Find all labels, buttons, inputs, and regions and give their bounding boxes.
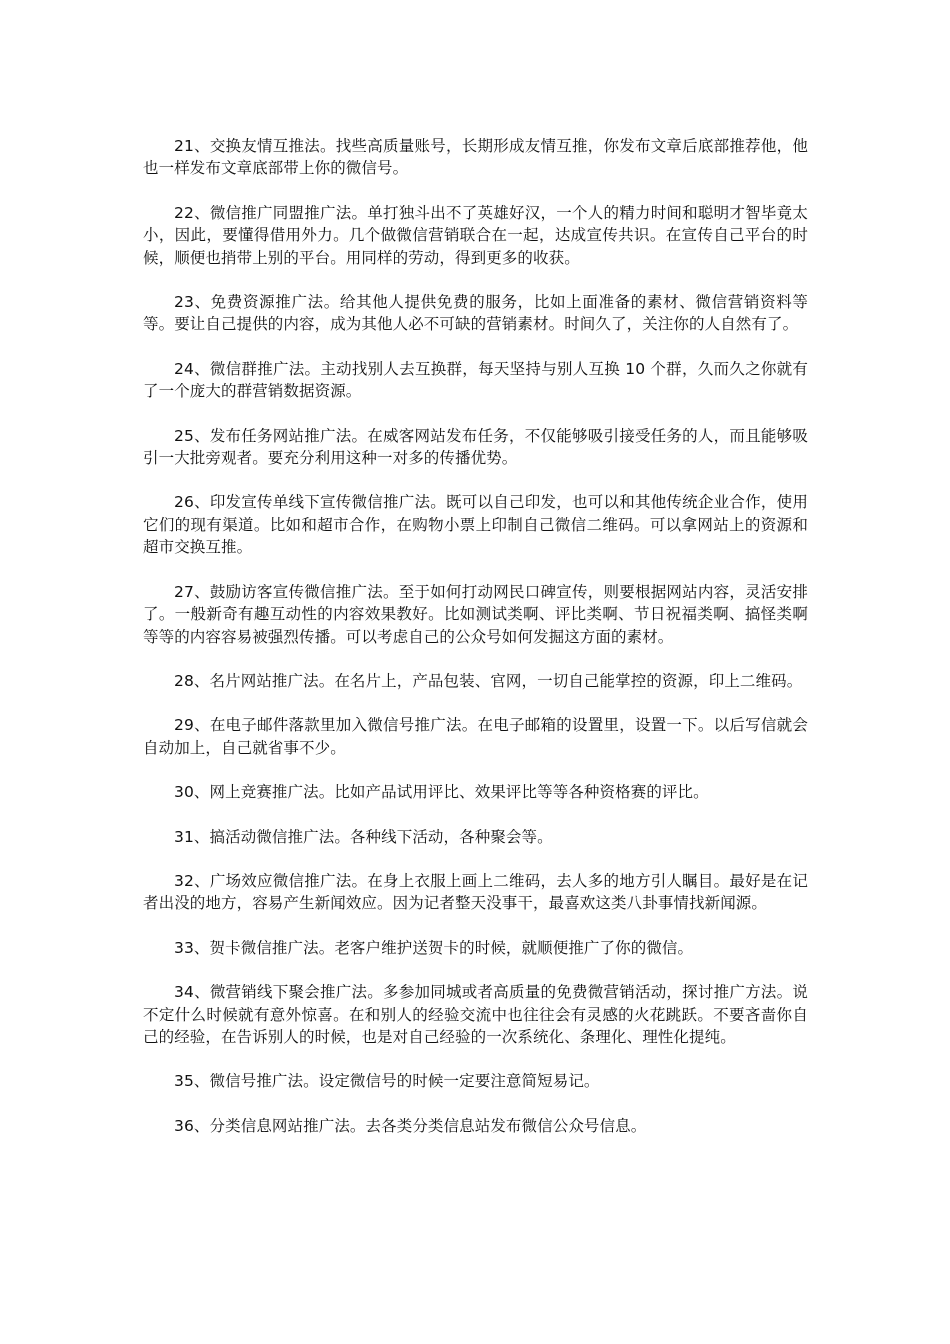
paragraph-36: 36、分类信息网站推广法。去各类分类信息站发布微信公众号信息。: [174, 1116, 647, 1135]
paragraph-24: 24、微信群推广法。主动找别人去互换群，每天坚持与别人互换 10 个群，久而久之你就有了一个庞大的群营销数据资源。: [143, 359, 808, 401]
paragraph-25: 25、发布任务网站推广法。在威客网站发布任务，不仅能够吸引接受任务的人，而且能够吸引一大批旁观者。要充分利用这种一对多的传播优势。: [143, 426, 808, 468]
paragraph-32: 32、广场效应微信推广法。在身上衣服上画上二维码，去人多的地方引人瞩目。最好是在记者出没的地方，容易产生新闻效应。因为记者整天没事干，最喜欢这类八卦事情找新闻源。: [143, 871, 808, 913]
paragraph-30: 30、网上竞赛推广法。比如产品试用评比、效果评比等等各种资格赛的评比。: [174, 783, 709, 802]
paragraph-29: 29、在电子邮件落款里加入微信号推广法。在电子邮箱的设置里，设置一下。以后写信就会自动加上，自己就省事不少。: [143, 716, 808, 757]
paragraph-27: 27、鼓励访客宣传微信推广法。至于如何打动网民口碑宣传，则要根据网站内容，灵活安排了。一般新奇有趣互动性的内容效果教好。比如测试类啊、评比类啊、节日祝福类啊、搞怪类啊等等的内容容易被强烈传播。可以考虑自己的公众号如何发掘这方面的素材。: [143, 582, 808, 646]
paragraph-31: 31、搞活动微信推广法。各种线下活动，各种聚会等。: [174, 827, 553, 846]
paragraph-28: 28、名片网站推广法。在名片上，产品包装、官网，一切自己能掌控的资源，印上二维码。: [174, 671, 803, 690]
paragraph-22: 22、微信推广同盟推广法。单打独斗出不了英雄好汉，一个人的精力时间和聪明才智毕竟太小，因此，要懂得借用外力。几个做微信营销联合在一起，达成宣传共识。在宣传自己平台的时候，顺便也捎带上别的平台。用同样的劳动，得到更多的收获。: [143, 203, 808, 267]
paragraph-26: 26、印发宣传单线下宣传微信推广法。既可以自己印发，也可以和其他传统企业合作，使用它们的现有渠道。比如和超市合作，在购物小票上印制自己微信二维码。可以拿网站上的资源和超市交换互推。: [143, 493, 808, 557]
paragraph-23: 23、免费资源推广法。给其他人提供免费的服务，比如上面准备的素材、微信营销资料等等。要让自己提供的内容，成为其他人必不可缺的营销素材。时间久了，关注你的人自然有了。: [143, 293, 808, 334]
document-body: [143, 135, 808, 1159]
paragraph-33: 33、贺卡微信推广法。老客户维护送贺卡的时候，就顺便推广了你的微信。: [174, 938, 694, 957]
paragraph-35: 35、微信号推广法。设定微信号的时候一定要注意简短易记。: [174, 1072, 600, 1091]
paragraph-21: 21、交换友情互推法。找些高质量账号，长期形成友情互推，你发布文章后底部推荐他，他也一样发布文章底部带上你的微信号。: [143, 137, 808, 178]
paragraph-34: 34、微营销线下聚会推广法。多参加同城或者高质量的免费微营销活动，探讨推广方法。说不定什么时候就有意外惊喜。在和别人的经验交流中也往往会有灵感的火花跳跃。不要吝啬你自己的经验，在告诉别人的时候，也是对自己经验的一次系统化、条理化、理性化提纯。: [143, 983, 808, 1046]
